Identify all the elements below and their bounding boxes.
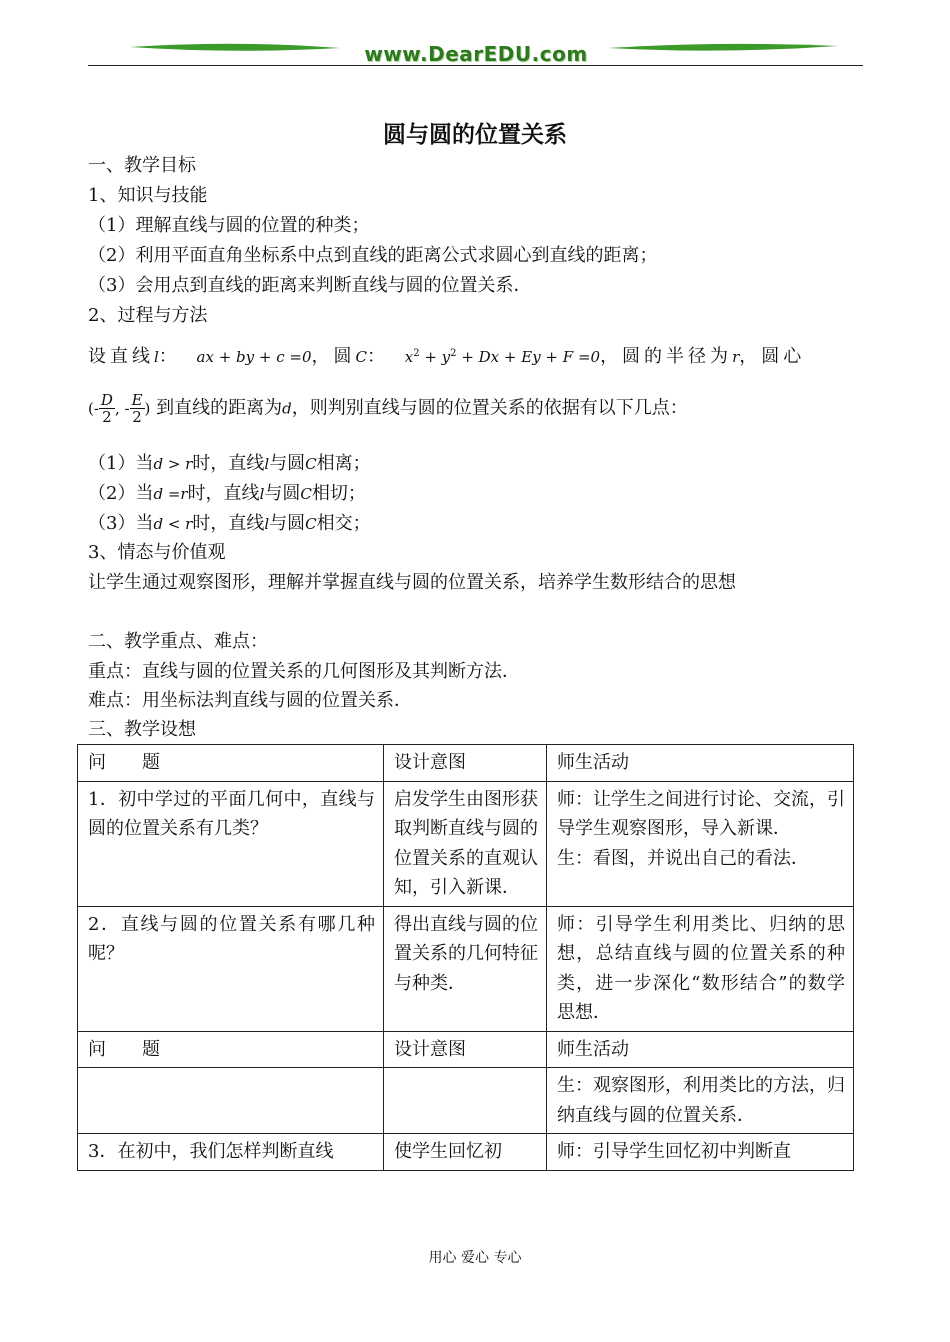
intent-cell: 使学生回忆初: [384, 1134, 547, 1171]
activity-cell: 师：让学生之间进行讨论、交流，引导学生观察图形，导入新课． 生：看图，并说出自己的看法．: [547, 781, 854, 906]
activity-cell: 师：引导学生回忆初中判断直: [547, 1134, 854, 1171]
header-rule: [88, 65, 863, 66]
setup-line-2: (- $\frac{D}{2}$ , - $\frac{E}{2}$ ) 到直线的距离为d，则判别直线与圆的位置关系的依据有以下几点：: [88, 391, 688, 426]
section-heading-key-points: 二、教学重点、难点：: [88, 631, 268, 652]
left-swoosh-decoration: [130, 42, 340, 52]
header-activity: 师生活动: [547, 1031, 854, 1068]
question-cell: 2．直线与圆的位置关系有哪几种呢？: [78, 906, 384, 1031]
subheading-knowledge: 1、知识与技能: [88, 185, 208, 206]
case-intersect: （3）当d < r时，直线l与圆C相交；: [88, 513, 371, 534]
difficult-point: 难点：用坐标法判直线与圆的位置关系．: [88, 690, 412, 711]
table-header-row: [78, 745, 854, 782]
header-question: 问 题: [78, 1031, 384, 1068]
intent-cell: 得出直线与圆的位置关系的几何特征与种类．: [384, 906, 547, 1031]
table-row: [78, 1068, 854, 1134]
question-cell: 1．初中学过的平面几何中，直线与圆的位置关系有几类？: [78, 781, 384, 906]
question-cell: [78, 1068, 384, 1134]
knowledge-item-1: （1）理解直线与圆的位置的种类；: [88, 215, 370, 236]
knowledge-item-2: （2）利用平面直角坐标系中点到直线的距离公式求圆心到直线的距离；: [88, 245, 658, 266]
question-cell: 3．在初中，我们怎样判断直线: [78, 1134, 384, 1171]
page-title: 圆与圆的位置关系: [383, 121, 567, 148]
activity-cell: 生：观察图形，利用类比的方法，归纳直线与圆的位置关系．: [547, 1068, 854, 1134]
header-question: 问 题: [78, 745, 384, 782]
setup-line-1: 设直线l： ax + by + c =0，圆C： $x^2 + y^2 + Dx + Ey + F =0$，圆的半径为r，圆心: [88, 346, 806, 367]
values-text: 让学生通过观察图形，理解并掌握直线与圆的位置关系，培养学生数形结合的思想: [88, 572, 736, 593]
lesson-plan-table: [77, 744, 854, 1171]
header-banner: [88, 36, 863, 70]
intent-cell: 启发学生由图形获取判断直线与圆的位置关系的直观认知，引入新课．: [384, 781, 547, 906]
site-logo: www.DearEDU.com: [364, 42, 588, 66]
section-heading-goals: 一、教学目标: [88, 155, 196, 176]
line-equation: ax + by + c =0: [196, 348, 312, 366]
header-activity: 师生活动: [547, 745, 854, 782]
fraction-D-over-2: $\frac{D}{2}$: [100, 391, 113, 426]
table-row: [78, 906, 854, 1031]
right-swoosh-decoration: [608, 42, 838, 52]
key-point: 重点：直线与圆的位置关系的几何图形及其判断方法．: [88, 661, 520, 682]
header-intent: 设计意图: [384, 1031, 547, 1068]
table-row: [78, 781, 854, 906]
subheading-values: 3、情态与价值观: [88, 542, 226, 563]
page-footer: 用心 爱心 专心: [428, 1250, 522, 1266]
intent-cell: [384, 1068, 547, 1134]
knowledge-item-3: （3）会用点到直线的距离来判断直线与圆的位置关系．: [88, 275, 532, 296]
subheading-process: 2、过程与方法: [88, 305, 208, 326]
header-intent: 设计意图: [384, 745, 547, 782]
circle-equation: $x^2 + y^2 + Dx + Ey + F =0$: [404, 348, 601, 366]
case-tangent: （2）当d =r时，直线l与圆C相切；: [88, 483, 366, 504]
fraction-E-over-2: $\frac{E}{2}$: [131, 391, 143, 426]
table-header-row-repeat: [78, 1031, 854, 1068]
table-row: [78, 1134, 854, 1171]
case-separate: （1）当d > r时，直线l与圆C相离；: [88, 453, 371, 474]
activity-cell: 师：引导学生利用类比、归纳的思想，总结直线与圆的位置关系的种类，进一步深化“数形结合”的数学思想．: [547, 906, 854, 1031]
section-heading-design: 三、教学设想: [88, 719, 196, 740]
